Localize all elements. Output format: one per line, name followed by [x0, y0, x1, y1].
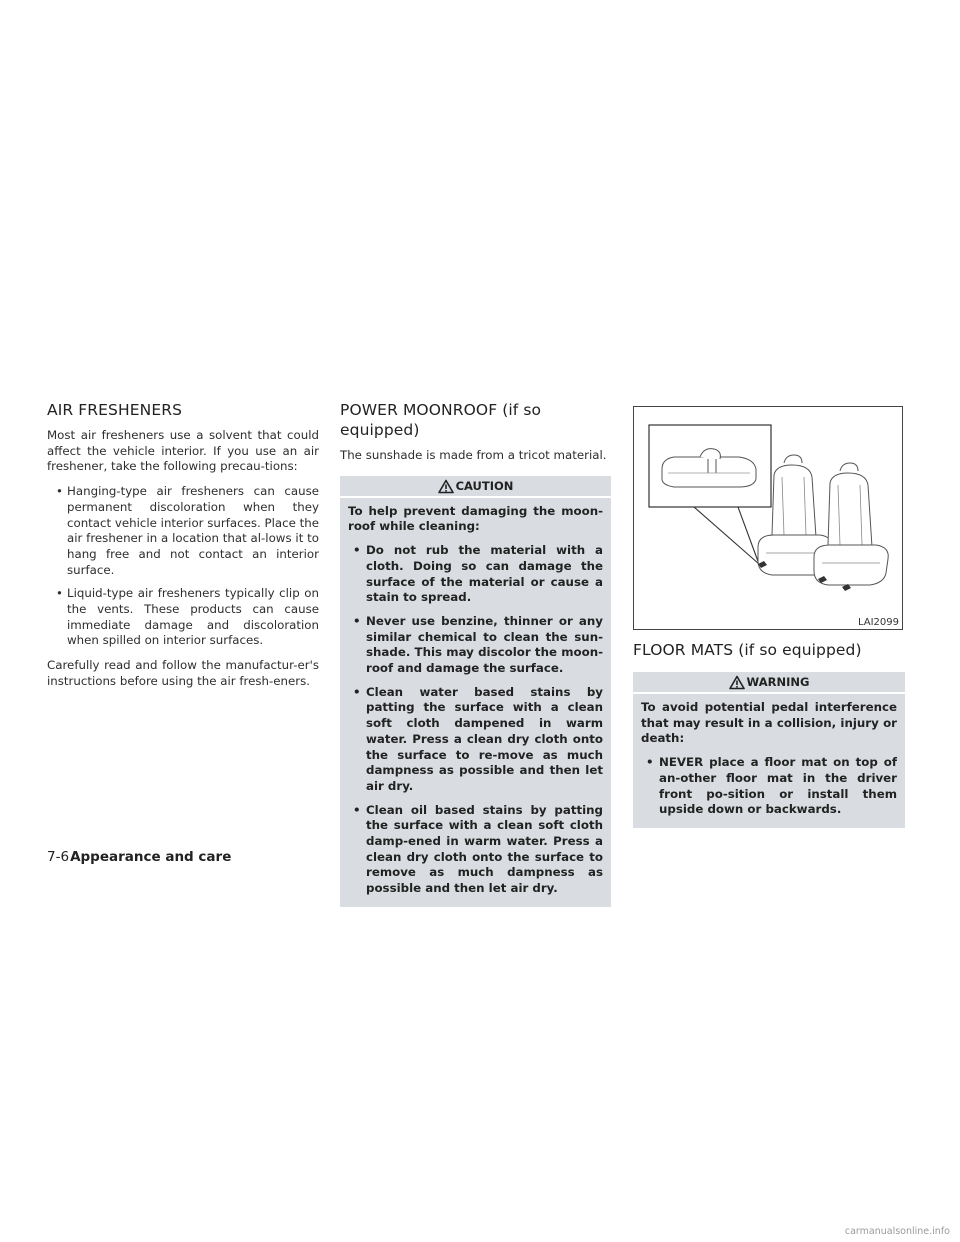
- warning-triangle-icon: [438, 479, 454, 500]
- list-item: • NEVER place a floor mat on top of an-other floor mat in the driver front po-sition or install them upside down or backwards.: [659, 755, 897, 818]
- warning-label: WARNING: [746, 675, 810, 689]
- paragraph-closing: Carefully read and follow the manufactur-er's instructions before using the air fresh-eners.: [47, 658, 319, 688]
- list-item: • Do not rub the material with a cloth. Doing so can damage the surface of the material or cause a stain to spread.: [366, 543, 603, 606]
- watermark: carmanualsonline.info: [844, 1226, 950, 1237]
- caution-box: [340, 476, 611, 907]
- list-item: • Liquid-type air fresheners typically clip on the vents. These products can cause immediate damage and discoloration when spilled on interior surfaces.: [67, 586, 319, 649]
- caution-header: [340, 476, 611, 498]
- column-power-moonroof: [340, 400, 611, 907]
- figure-code: LAI2099: [857, 617, 899, 628]
- list-item: • Hanging-type air fresheners can cause permanent discoloration when they contact vehicle interior surfaces. Place the air freshener in a location that al-lows it to hang free and not contact an interior surface.: [67, 484, 319, 578]
- list-item: • Clean water based stains by patting the surface with a clean soft cloth dampened in warm water. Press a clean dry cloth onto the surface to re-move as much dampness as possible and then let air dry.: [366, 685, 603, 795]
- paragraph-sunshade: The sunshade is made from a tricot material.: [340, 448, 607, 462]
- column-air-fresheners: [47, 400, 319, 699]
- page-footer: [47, 849, 231, 865]
- paragraph-intro: Most air fresheners use a solvent that could affect the vehicle interior. If you use an air freshener, take the following precau-tions:: [47, 428, 319, 474]
- caution-label: CAUTION: [455, 478, 514, 493]
- bullet-list: [47, 484, 319, 649]
- section-heading-power-moonroof: POWER MOONROOF (if so equipped): [340, 401, 542, 439]
- section-title: Appearance and care: [70, 849, 232, 865]
- section-heading-air-fresheners: AIR FRESHENERS: [47, 401, 183, 419]
- warning-lead: To avoid potential pedal interference that may result in a collision, injury or death:: [641, 700, 897, 746]
- page-number: 7-6: [47, 849, 70, 865]
- warning-triangle-icon: [729, 675, 745, 696]
- warning-list: [641, 755, 897, 818]
- section-heading-floor-mats: FLOOR MATS (if so equipped): [633, 641, 862, 659]
- caution-list: [348, 543, 603, 897]
- warning-box: [633, 672, 905, 828]
- list-item: • Never use benzine, thinner or any similar chemical to clean the sun-shade. This may discolor the moon-roof and damage the surface.: [366, 614, 603, 677]
- warning-header: [633, 672, 905, 694]
- seat-floor-mat-figure: [633, 406, 903, 630]
- vehicle-seats-illustration: [634, 407, 902, 629]
- column-floor-mats: [633, 406, 905, 828]
- caution-lead: To help prevent damaging the moon-roof while cleaning:: [348, 503, 603, 534]
- list-item: • Clean oil based stains by patting the surface with a clean soft cloth damp-ened in warm water. Press a clean dry cloth onto the surface to remove as much dampness as possible and then let air dry.: [366, 803, 603, 897]
